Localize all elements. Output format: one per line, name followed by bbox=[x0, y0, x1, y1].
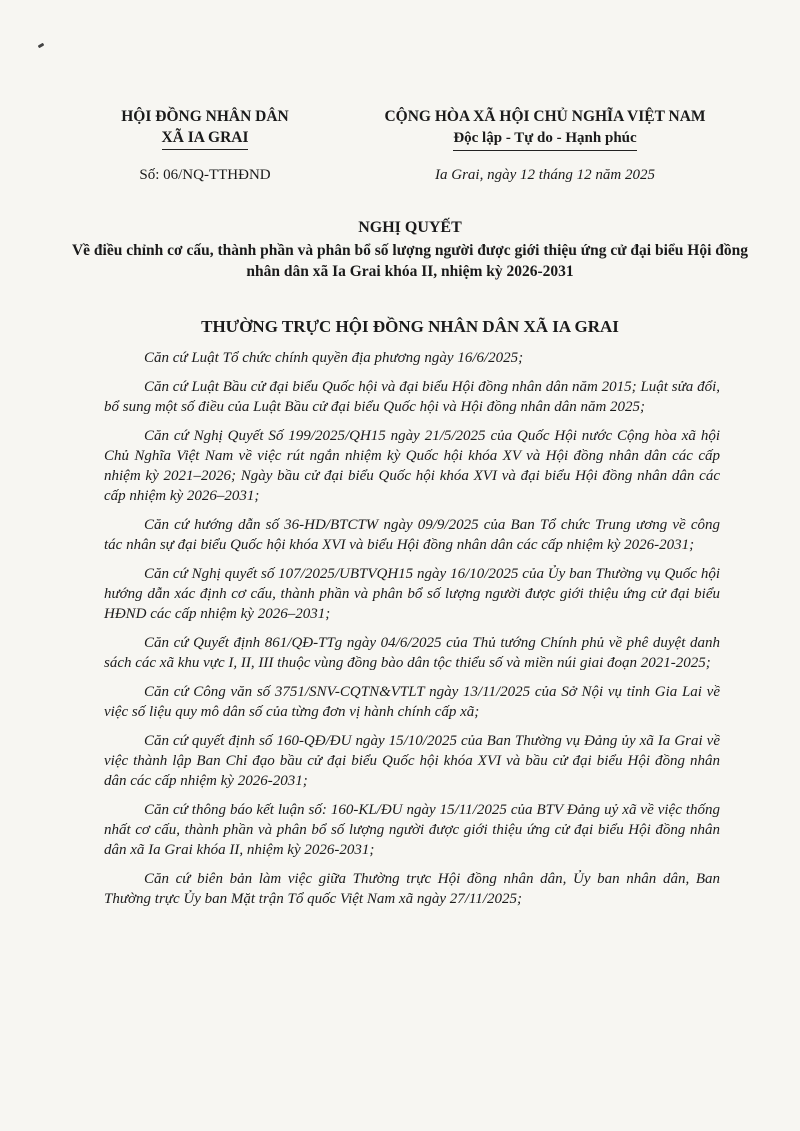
document-type: NGHỊ QUYẾT bbox=[358, 219, 462, 236]
basis-paragraph: Căn cứ Luật Tổ chức chính quyền địa phương ngày 16/6/2025; bbox=[144, 350, 524, 366]
basis-paragraph: Căn cứ Quyết định 861/QĐ-TTg ngày 04/6/2025 của Thủ tướng Chính phủ về phê duyệt danh sách các xã khu vực I, II, III thuộc vùng đồng bào dân tộc thiểu số và miền núi giai đoạn 2021-2025; bbox=[104, 635, 720, 671]
legal-bases bbox=[104, 348, 720, 918]
basis-paragraph: Căn cứ Nghị Quyết Số 199/2025/QH15 ngày 21/5/2025 của Quốc Hội nước Cộng hòa xã hội Chủ Nghĩa Việt Nam về việc rút ngắn nhiệm kỳ Quốc hội khóa XV và Hội đồng nhân dân các cấp nhiệm kỳ 2021–2026; Ngày bầu cử đại biểu Quốc hội khóa XVI và đại biểu Hội đồng nhân dân các cấp nhiệm kỳ 2026–2031; bbox=[104, 428, 720, 504]
basis-paragraph: Căn cứ Nghị quyết số 107/2025/UBTVQH15 ngày 16/10/2025 của Ủy ban Thường vụ Quốc hội hướng dẫn xác định cơ cấu, thành phần và phân bổ số lượng người được giới thiệu ứng cử đại biểu HĐND các cấp nhiệm kỳ 2026–2031; bbox=[104, 566, 720, 622]
basis-paragraph: Căn cứ hướng dẫn số 36-HD/BTCTW ngày 09/9/2025 của Ban Tổ chức Trung ương về công tác nhân sự đại biểu Quốc hội khóa XVI và biểu Hội đồng nhân dân các cấp nhiệm kỳ 2026-2031; bbox=[104, 517, 720, 553]
basis-paragraph: Căn cứ quyết định số 160-QĐ/ĐU ngày 15/10/2025 của Ban Thường vụ Đảng ủy xã Ia Grai về việc thành lập Ban Chỉ đạo bầu cử đại biểu Quốc hội khóa XVI và bầu cử đại biểu Hội đồng nhân dân các cấp nhiệm kỳ 2026-2031; bbox=[104, 733, 720, 789]
basis-paragraph: Căn cứ Công văn số 3751/SNV-CQTN&VTLT ngày 13/11/2025 của Sở Nội vụ tỉnh Gia Lai về việc số liệu quy mô dân số của từng đơn vị hành chính cấp xã; bbox=[104, 684, 720, 720]
basis-paragraph: Căn cứ thông báo kết luận số: 160-KL/ĐU ngày 15/11/2025 của BTV Đảng uỷ xã về việc thống nhất cơ cấu, thành phần và phân bổ số lượng người được giới thiệu ứng cử đại biểu Hội đồng nhân dân xã Ia Grai khóa II, nhiệm kỳ 2026-2031; bbox=[104, 802, 720, 858]
issuing-agency bbox=[90, 106, 320, 150]
scan-speck bbox=[38, 43, 45, 49]
issuing-body: THƯỜNG TRỰC HỘI ĐỒNG NHÂN DÂN XÃ IA GRAI bbox=[201, 317, 619, 336]
national-motto: Độc lập - Tự do - Hạnh phúc bbox=[453, 128, 636, 151]
document-number: Số: 06/NQ-TTHĐND bbox=[139, 167, 271, 183]
document-header bbox=[0, 106, 800, 196]
document-subject: Về điều chỉnh cơ cấu, thành phần và phân bổ số lượng người được giới thiệu ứng cử đại biểu Hội đồng nhân dân xã Ia Grai khóa II, nhiệm kỳ 2026-2031 bbox=[71, 242, 748, 280]
agency-name: HỘI ĐỒNG NHÂN DÂN bbox=[121, 108, 289, 125]
basis-paragraph: Căn cứ Luật Bầu cử đại biểu Quốc hội và đại biểu Hội đồng nhân dân năm 2015; Luật sửa đổi, bổ sung một số điều của Luật Bầu cử đại biểu Quốc hội và Hội đồng nhân dân năm 2025; bbox=[104, 379, 720, 415]
country-name: CỘNG HÒA XÃ HỘI CHỦ NGHĨA VIỆT NAM bbox=[384, 108, 706, 125]
basis-paragraph: Căn cứ biên bản làm việc giữa Thường trực Hội đồng nhân dân, Ủy ban nhân dân, Ban Thường trực Ủy ban Mặt trận Tổ quốc Việt Nam xã ngày 27/11/2025; bbox=[104, 871, 720, 907]
document-title bbox=[60, 218, 760, 282]
agency-locality: XÃ IA GRAI bbox=[162, 127, 249, 150]
place-date: Ia Grai, ngày 12 tháng 12 năm 2025 bbox=[435, 167, 655, 183]
national-title bbox=[345, 106, 745, 151]
